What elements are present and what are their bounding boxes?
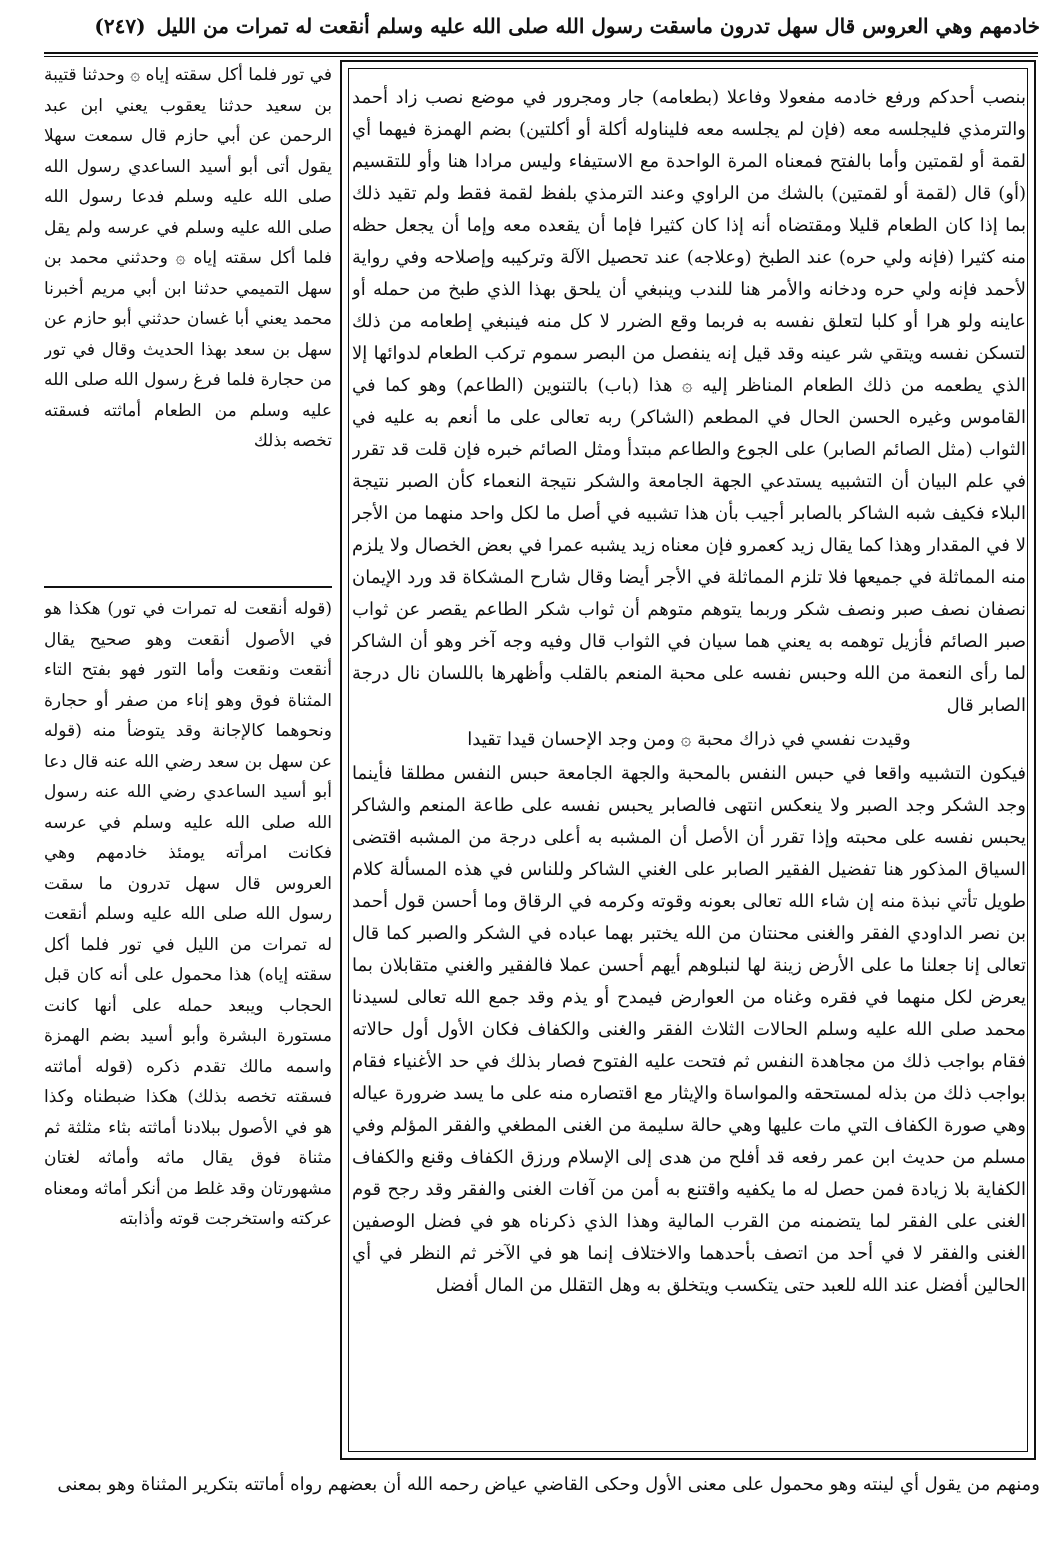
main-text-frame (340, 60, 1036, 1460)
header-rule-thin (44, 56, 1038, 57)
hadith-text-column: في تور فلما أكل سقته إياه ۞ وحدثنا قتيبة بن سعيد حدثنا يعقوب يعني ابن عبد الرحمن عن أبي حازم قال سمعت سهلا يقول أتى أبو أسيد الساعدي رسول الله صلى الله عليه وسلم فدعا رسول الله صلى الله عليه وسلم في عرسه ولم يقل فلما أكل سقته إياه ۞ وحدثني محمد بن سهل التميمي حدثنا ابن أبي مريم أخبرنا محمد يعني أبا غسان حدثني أبو حازم عن سهل بن سعد بهذا الحديث وقال في تور من حجارة فلما فرغ رسول الله صلى الله عليه وسلم من الطعام أماثته فسقته تخصه بذلك (44, 65, 332, 451)
column-divider (44, 586, 332, 588)
running-header (40, 8, 1040, 44)
poem-verse: وقيدت نفسي في ذراك محبة ۞ ومن وجد الإحسان قيدا تقيدا (467, 729, 911, 750)
page-number: (٢٤٧) (94, 14, 146, 38)
main-paragraph: بنصب أحدكم ورفع خادمه مفعولا وفاعلا (بطعامه) جار ومجرور في موضع نصب زاد أحمد والترمذي فليجلسه معه (فإن لم يجلسه معه فليناوله أكلة أو أكلتين) بضم الهمزة فيهما أي لقمة أو لقمتين وأما بالفتح فمعناه المرة الواحدة مع الاستيفاء وليس مرادا هنا وأو للتقسيم (أو) قال (لقمة أو لقمتين) بالشك من الراوي وعند الترمذي بلفظ لقمة فقط ولم تقيد ذلك بما إذا كان الطعام قليلا ومقتضاه أنه إذا كان كثيرا فإما أن يقعده معه وإما أن يجعل حظه منه كثيرا (فإنه ولي حره) عند الطبخ (وعلاجه) عند تحصيل الآلة وتركيبه وإصلاحه وفي رواية لأحمد فإنه ولي حره ودخانه والأمر هنا للندب وينبغي أن يلحق بهذا الذي طبخ من حمله أو عاينه ولو هرا أو كلبا لتعلق نفسه به فربما وقع الضرر لا كل منه فينبغي إطعامه من ذلك لتسكن نفسه ويتقي شر عينه وقد قيل إنه ينفصل من البصر سموم تركب الطعام لدوائها إلا الذي يطعمه من ذلك الطعام المناظر إليه ۞ هذا (باب) بالتنوين (الطاعم) وهو كما في القاموس وغيره الحسن الحال في المطعم (الشاكر) ربه تعالى على ما أنعم به عليه في الثواب (مثل الصائم الصابر) على الجوع والطاعم مبتدأ ومثل الصائم خبره فإن قلت قد تقرر في علم البيان أن التشبيه يستدعي الجهة الجامعة والشكر نتيجة النعماء كأن الصبر نتيجة البلاء فكيف شبه الشاكر بالصابر أجيب بأن هذا تشبيه في أصل ما لكل واحد منهما من الأجر لا في المقدار وهذا كما يقال زيد كعمرو فإن معناه زيد يشبه عمرا في بعض الخصال ولا يلزم منه المماثلة في جميعها فلا تلزم المماثلة في الأجر أيضا وقال شارح المشكاة قد ورد الإيمان نصفان نصف صبر ونصف شكر وربما يتوهم متوهم أن ثواب شكر الطاعم يقصر عن ثواب صبر الصائم فأزيل توهمه به يعني هما سيان في الثواب قال وفيه وجه آخر وهو أن الشاكر لما رأى النعمة من الله وحبس نفسه على محبة المنعم بالقلب وأظهرها باللسان نال درجة الصابر قال (352, 87, 1026, 716)
footer-text: ومنهم من يقول أي لينته وهو محمول على معنى الأول وحكى القاضي عياض رحمه الله أن بعضهم رواه أماتته بتكرير المثناة وهو بمعنى (57, 1474, 1040, 1495)
main-commentary (352, 82, 1026, 1452)
side-commentary-column: (قوله أنقعت له تمرات في تور) هكذا هو في الأصول أنقعت وهو صحيح يقال أنقعت ونقعت وأما التور فهو بفتح التاء المثناة فوق وهو إناء من صفر أو حجارة ونحوهما كالإجانة وقد يتوضأ منه (قوله عن سهل بن سعد رضي الله عنه قال دعا أبو أسيد الساعدي رضي الله عنه رسول الله صلى الله عليه وسلم في عرسه فكانت امرأته يومئذ خادمهم وهي العروس قال سهل تدرون ما سقت رسول الله صلى الله عليه وسلم أنقعت له تمرات من الليل في تور فلما أكل سقته إياه) هذا محمول على أنه كان قبل الحجاب ويبعد حمله على أنها كانت مستورة البشرة وأبو أسيد بضم الهمزة واسمه مالك تقدم ذكره (قوله أماثته فسقته تخصه بذلك) هكذا ضبطناه وكذا هو في الأصول ببلادنا أماثته بثاء مثلثة ثم مثناة فوق يقال ماثه وأماثه لغتان مشهورتان وقد غلط من أنكر أماثه ومعناه عركته واستخرجت قوته وأذابته (44, 599, 332, 1229)
header-rule (44, 52, 1038, 54)
main-paragraph: فيكون التشبيه واقعا في حبس النفس بالمحبة والجهة الجامعة حبس النفس مطلقا فأينما وجد الشكر وجد الصبر ولا ينعكس انتهى فالصابر يحبس نفسه على طاعة المنعم والشاكر يحبس نفسه على محبته وإذا تقرر أن الأصل أن المشبه به أعلى درجة من المشبه اقتضى السياق المذكور هنا تفضيل الفقير الصابر على الغني الشاكر وللناس في هذه المسألة كلام طويل تأتي نبذة منه إن شاء الله تعالى بعونه وقوته وكرمه في الرقاق وما أحسن قول أحمد بن نصر الداودي الفقر والغنى محنتان من الله يختبر بهما عباده في الشكر والصبر كما قال تعالى إنا جعلنا ما على الأرض زينة لها لنبلوهم أيهم أحسن عملا فالفقير والغني متقابلان بما يعرض لكل منهما في فقره وغناه من العوارض فيمدح أو يذم وقد جمع الله تعالى لسيدنا محمد صلى الله عليه وسلم الحالات الثلاث الفقر والغنى والكفاف فكان الأول أول حالاته فقام بواجب ذلك من مجاهدة النفس ثم فتحت عليه الفتوح فصار بذلك في حد الأغنياء فقام بواجب ذلك من بذله لمستحقه والمواساة والإيثار مع اقتصاره منه على ما يسد ضرورة عياله وهي صورة الكفاف التي مات عليها وهي حالة سليمة من الغنى المطغي والفقر المؤلم وفي مسلم من حديث ابن عمر رفعه قد أفلح من هدى إلى الإسلام ورزق الكفاف وقنع والكفاف الكفاية بلا زيادة فمن حصل له ما يكفيه واقتنع به أمن من آفات الغنى والفقر وقد رجح قوم الغنى على الفقر لما يتضمنه من القرب المالية وهذا الذي ذكرناه هو في فضل الوصفين الغنى والفقر لا في أحد من اتصف بأحدهما والاختلاف إنما هو في الآخر ثم النظر في أي الحالين أفضل عند الله للعبد حتى يتكسب ويتخلق به وهل التقلل من المال أفضل (352, 763, 1026, 1296)
header-text: خادمهم وهي العروس قال سهل تدرون ماسقت رسول الله صلى الله عليه وسلم أنقعت له تمرات من الليل (156, 14, 1040, 38)
